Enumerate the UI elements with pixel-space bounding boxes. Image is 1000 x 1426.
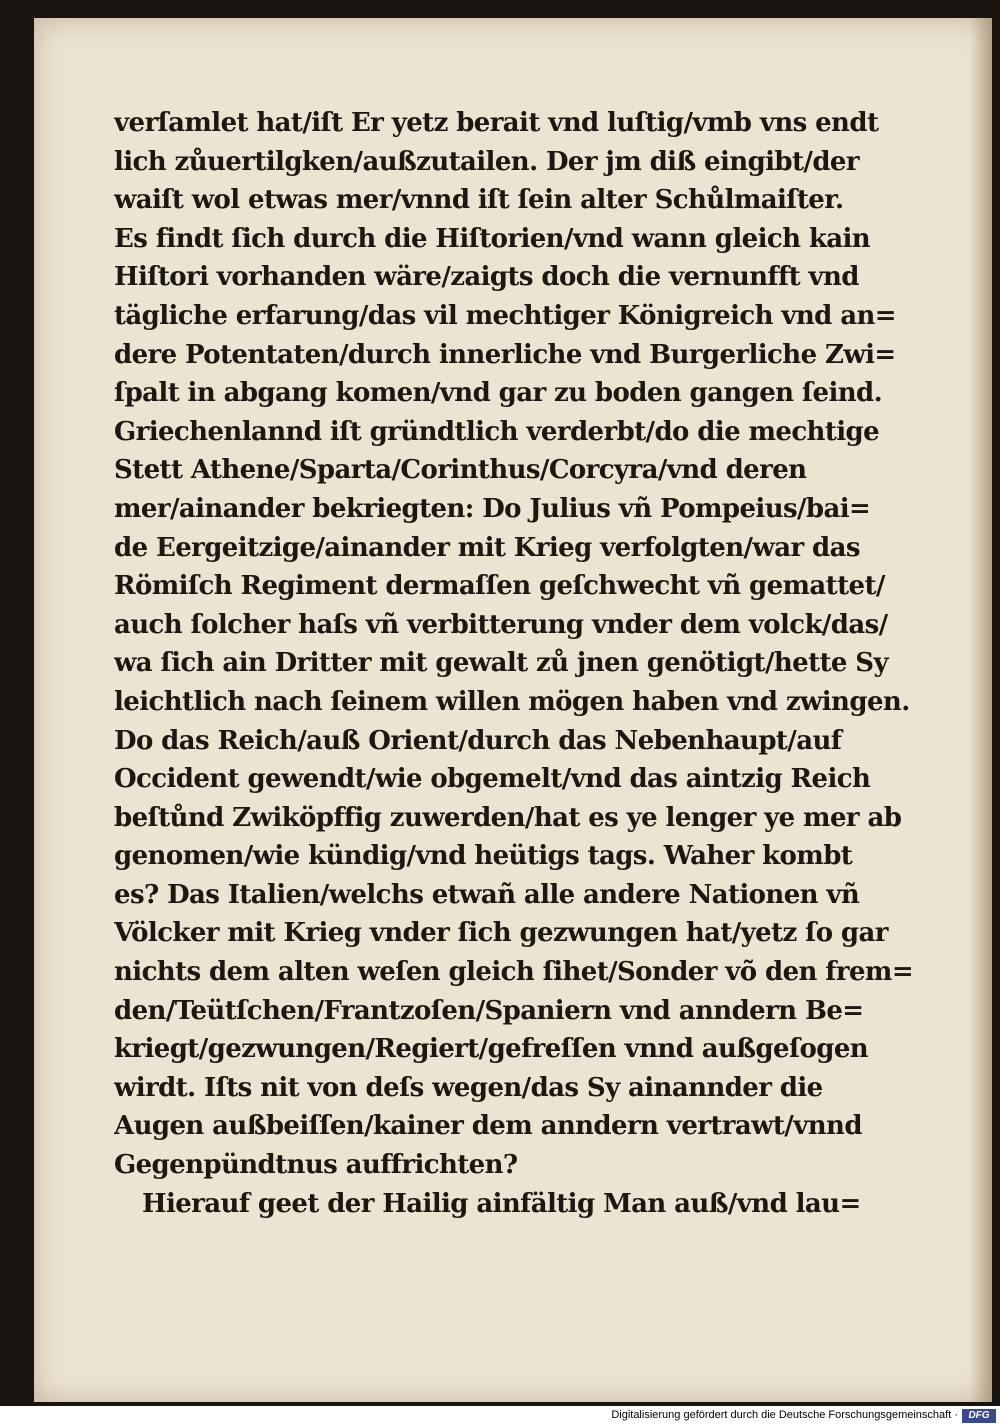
- text-line-9: Griechenlannd iſt gründtlich verderbt/do die mechtige: [114, 416, 880, 447]
- text-line-10: Stett Athene/Sparta/Corinthus/Corcyra/vnd deren: [114, 455, 807, 486]
- text-line-25: kriegt/gezwungen/Regiert/gefreſſen vnnd außgeſogen: [114, 1034, 869, 1065]
- text-line-11: mer/ainander bekriegten: Do Julius vñ Pompeius/bai=: [114, 493, 871, 524]
- text-line-7: dere Potentaten/durch innerliche vnd Burgerliche Zwi=: [114, 339, 896, 370]
- text-line-15: wa ſich ain Dritter mit gewalt zů jnen genötigt/hette Sy: [114, 648, 888, 679]
- text-line-21: es? Das Italien/welchs etwañ alle andere Nationen vñ: [114, 879, 860, 910]
- text-line-12: de Eergeitzige/ainander mit Krieg verfolgten/war das: [114, 532, 860, 563]
- dfg-logo[interactable]: DFG: [962, 1409, 996, 1423]
- text-line-5: Hiſtori vorhanden wäre/zaigts doch die vernunfft vnd: [114, 262, 859, 293]
- text-line-26: wirdt. Iſts nit von deſs wegen/das Sy ainannder die: [114, 1072, 823, 1103]
- text-line-13: Römiſch Regiment dermaſſen geſchwecht vñ gemattet/: [114, 571, 885, 602]
- text-line-20: genomen/wie kündig/vnd heütigs tags. Waher kombt: [114, 841, 853, 872]
- text-line-3: waiſt wol etwas mer/vnnd iſt ſein alter Schůlmaiſter.: [114, 185, 844, 216]
- text-line-29: Hierauf geet der Hailig ainfältig Man auß/vnd lau=: [142, 1188, 861, 1219]
- text-line-24: den/Teütſchen/Frantzoſen/Spaniern vnd anndern Be=: [114, 995, 864, 1026]
- text-line-19: beſtůnd Zwiköpffig zuwerden/hat es ye lenger ye mer ab: [114, 802, 902, 833]
- page-edge-shadow: [970, 18, 992, 1402]
- text-line-2: lich zůuertilgken/außzutailen. Der jm diß eingibt/der: [114, 146, 859, 177]
- footer-credit-text: Digitalisierung gefördert durch die Deutsche Forschungsgemeinschaft ·: [611, 1409, 958, 1421]
- text-line-17: Do das Reich/auß Orient/durch das Nebenhaupt/auf: [114, 725, 842, 756]
- book-page: [34, 18, 992, 1402]
- text-line-23: nichts dem alten weſen gleich ſihet/Sonder võ den frem=: [114, 957, 914, 988]
- text-line-8: ſpalt in abgang komen/vnd gar zu boden gangen ſeind.: [114, 378, 883, 409]
- text-line-27: Augen außbeiſſen/kainer dem anndern vertrawt/vnnd: [114, 1111, 862, 1142]
- text-line-1: verſamlet hat/iſt Er yetz berait vnd luſtig/vmb vns endt: [114, 108, 879, 138]
- text-line-28: Gegenpündtnus auffrichten?: [114, 1150, 518, 1181]
- digitization-footer: [0, 1406, 1000, 1426]
- text-line-22: Völcker mit Krieg vnder ſich gezwungen hat/yetz ſo gar: [114, 918, 888, 949]
- text-line-6: tägliche erfarung/das vil mechtiger Königreich vnd an=: [114, 300, 896, 331]
- text-line-14: auch ſolcher haſs vñ verbitterung vnder dem volck/das/: [114, 609, 888, 640]
- text-line-16: leichtlich nach ſeinem willen mögen haben vnd zwingen.: [114, 686, 910, 717]
- text-line-18: Occident gewendt/wie obgemelt/vnd das aintzig Reich: [114, 764, 871, 795]
- page-text-block: [114, 104, 944, 1223]
- text-line-4: Es findt ſich durch die Hiſtorien/vnd wann gleich kain: [114, 223, 871, 254]
